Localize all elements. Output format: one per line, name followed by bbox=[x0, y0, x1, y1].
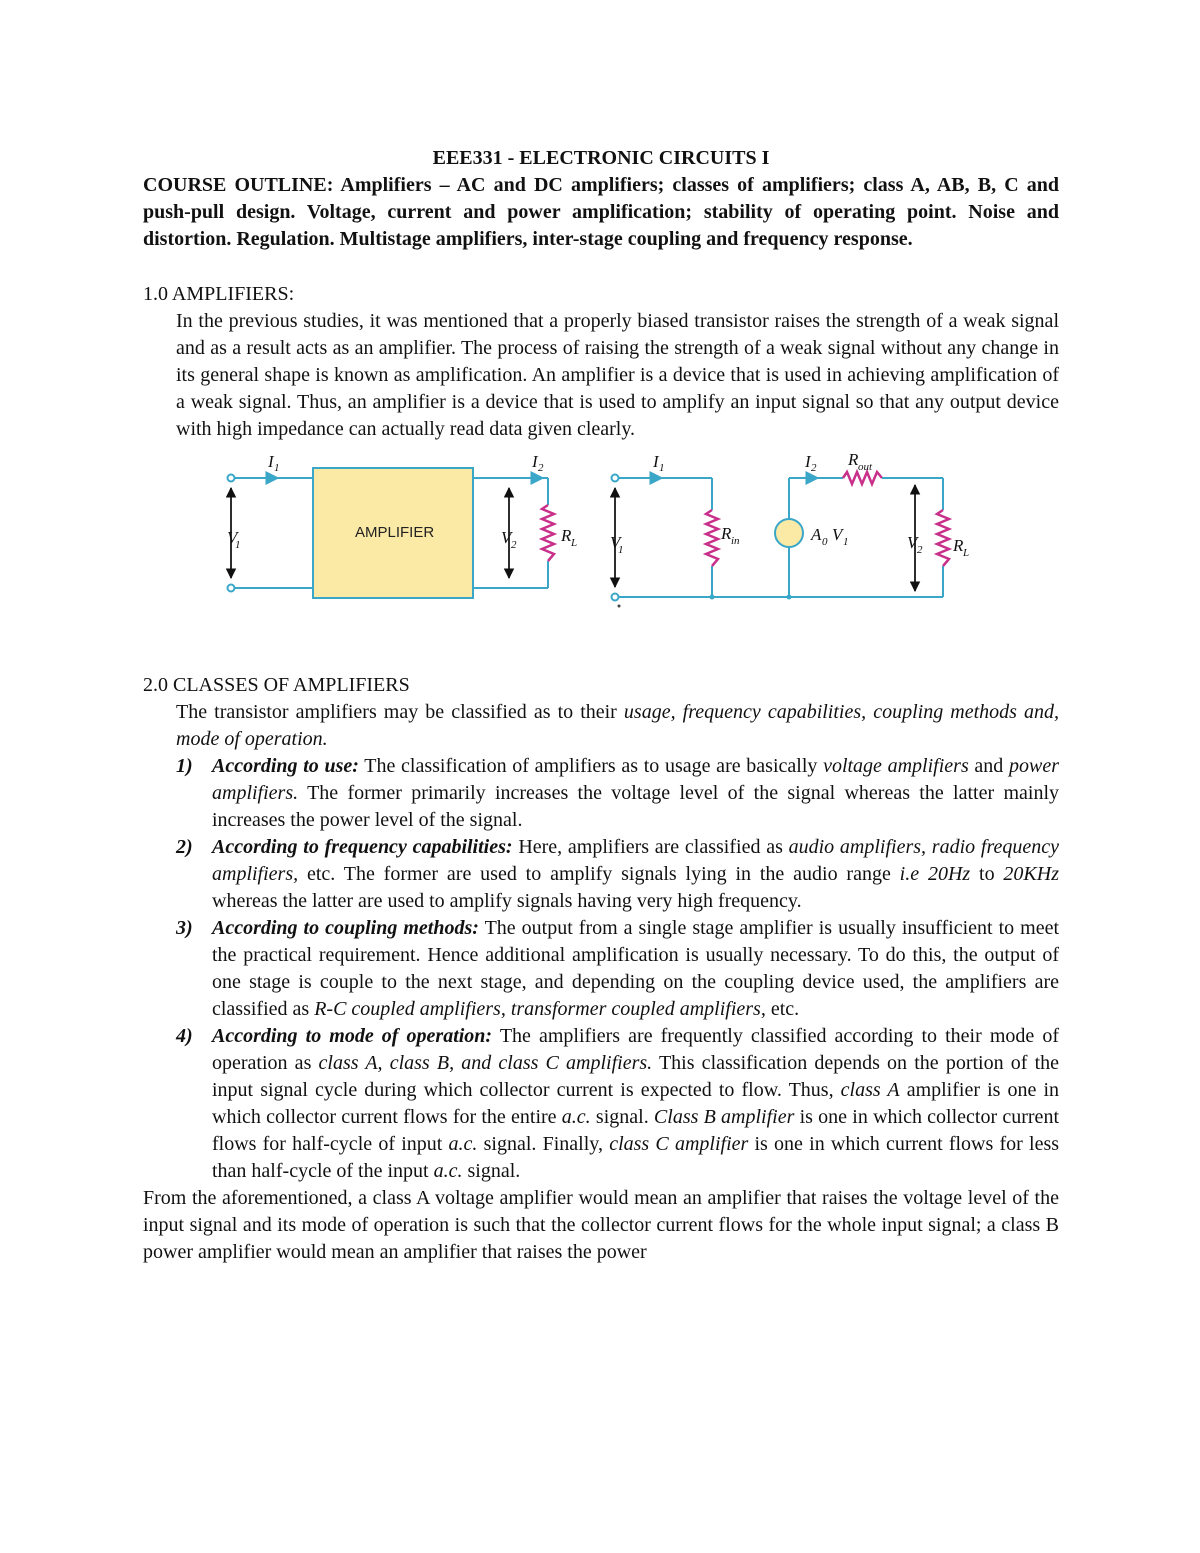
amplifiers-paragraph: In the previous studies, it was mentioned that a properly biased transistor raises the strength of a weak signal and as a result acts as an amplifier. The process of raising the strength of a weak signal without any change in its general shape is known as amplification. An amplifier is a device that is used in achieving amplification of a weak signal. Thus, an amplifier is a device that is used to amplify an input signal so that any output device with high impedance can actually read data given clearly. bbox=[176, 310, 1059, 440]
svg-text:2: 2 bbox=[811, 462, 817, 474]
list-item: 1) According to use: The classification of amplifiers as to usage are basically voltage amplifiers and power amplifiers. The former primarily increases the voltage level of the signal whereas the latter mainly increases the power level of the signal. bbox=[176, 755, 1059, 831]
voltage-source bbox=[775, 519, 803, 547]
amplifier-block-diagram bbox=[227, 453, 577, 598]
svg-text:L: L bbox=[963, 547, 970, 559]
label-v2-right: V bbox=[907, 533, 918, 552]
amplifier-box-label: AMPLIFIER bbox=[355, 524, 435, 541]
svg-text:2: 2 bbox=[917, 544, 923, 556]
amplifier-circuit-figure bbox=[143, 453, 1059, 658]
label-i1-right: I bbox=[653, 453, 659, 471]
list-item: 3) According to coupling methods: The output from a single stage amplifier is usually insufficient to meet the practical requirement. Hence additional amplification is usually necessary. To do this, the output of one stage is couple to the next stage, and depending on the coupling device used, the amplifiers are classified as R-C coupled amplifiers, transformer coupled amplifiers, etc. bbox=[176, 917, 1059, 1020]
svg-text:L: L bbox=[571, 537, 578, 549]
label-i1: I bbox=[268, 453, 274, 471]
svg-text:0: 0 bbox=[822, 536, 828, 548]
section-heading-amplifiers: 1.0 AMPLIFIERS: bbox=[143, 283, 295, 305]
document-content bbox=[143, 145, 1059, 1266]
classes-intro: The transistor amplifiers may be classified as to their usage, frequency capabilities, coupling methods and, mode of operation. bbox=[176, 701, 1059, 750]
label-i2: I bbox=[532, 453, 538, 471]
input-terminal-top bbox=[228, 475, 235, 482]
closing-paragraph: From the aforementioned, a class A voltage amplifier would mean an amplifier that raises the voltage level of the input signal and its mode of operation is such that the collector current flows for the whole input signal; a class B power amplifier would mean an amplifier that raises the power bbox=[143, 1187, 1059, 1263]
list-item: 2) According to frequency capabilities: Here, amplifiers are classified as audio amplifiers, radio frequency amplifiers, etc. The former are used to amplify signals lying in the audio range i.e 20Hz to 20KHz whereas the latter are used to amplify signals having very high frequency. bbox=[176, 836, 1059, 912]
svg-text:in: in bbox=[731, 535, 740, 547]
label-source-v1: V bbox=[832, 525, 843, 544]
svg-text:2: 2 bbox=[538, 462, 544, 474]
svg-text:1: 1 bbox=[235, 539, 241, 551]
classification-list bbox=[176, 753, 1059, 1185]
output-resistor bbox=[843, 472, 882, 484]
load-resistor bbox=[542, 505, 554, 561]
label-rl-right: R bbox=[953, 536, 964, 555]
svg-text:1: 1 bbox=[618, 544, 624, 556]
course-outline: COURSE OUTLINE: Amplifiers – AC and DC amplifiers; classes of amplifiers; class A, AB, B, C and push-pull design. Voltage, current and power amplification; stability of operating point. Noise and distortion. Regulation. Multistage amplifiers, inter-stage coupling and frequency response. bbox=[143, 174, 1059, 250]
svg-text:out: out bbox=[858, 461, 873, 473]
svg-text:1: 1 bbox=[659, 462, 665, 474]
label-rin: R bbox=[721, 524, 732, 543]
input-terminal-bottom bbox=[228, 585, 235, 592]
load-resistor-right bbox=[937, 510, 949, 566]
label-rout: R bbox=[848, 453, 859, 469]
amplifier-circuit-diagram bbox=[143, 453, 1059, 658]
list-item: 4) According to mode of operation: The amplifiers are frequently classified according to their mode of operation as class A, class B, and class C amplifiers. This classification depends on the portion of the input signal cycle during which collector current is expected to flow. Thus, class A amplifier is one in which collector current flows for the entire a.c. signal. Class B amplifier is one in which collector current flows for half-cycle of input a.c. signal. Finally, class C amplifier is one in which current flows for less than half-cycle of the input a.c. signal. bbox=[176, 1025, 1060, 1182]
input-resistor bbox=[706, 510, 718, 566]
svg-text:2: 2 bbox=[511, 539, 517, 551]
label-v1: V bbox=[227, 528, 238, 547]
svg-text:1: 1 bbox=[274, 462, 280, 474]
svg-text:1: 1 bbox=[843, 536, 849, 548]
section-heading-classes: 2.0 CLASSES OF AMPLIFIERS bbox=[143, 674, 410, 696]
document-title: EEE331 - ELECTRONIC CIRCUITS I bbox=[432, 147, 770, 169]
label-v2: V bbox=[501, 528, 512, 547]
label-source-gain: A bbox=[811, 525, 822, 544]
amplifier-equivalent-circuit bbox=[610, 453, 969, 608]
label-v1-right: V bbox=[610, 533, 621, 552]
label-i2-right: I bbox=[805, 453, 811, 471]
label-rl: R bbox=[561, 526, 572, 545]
